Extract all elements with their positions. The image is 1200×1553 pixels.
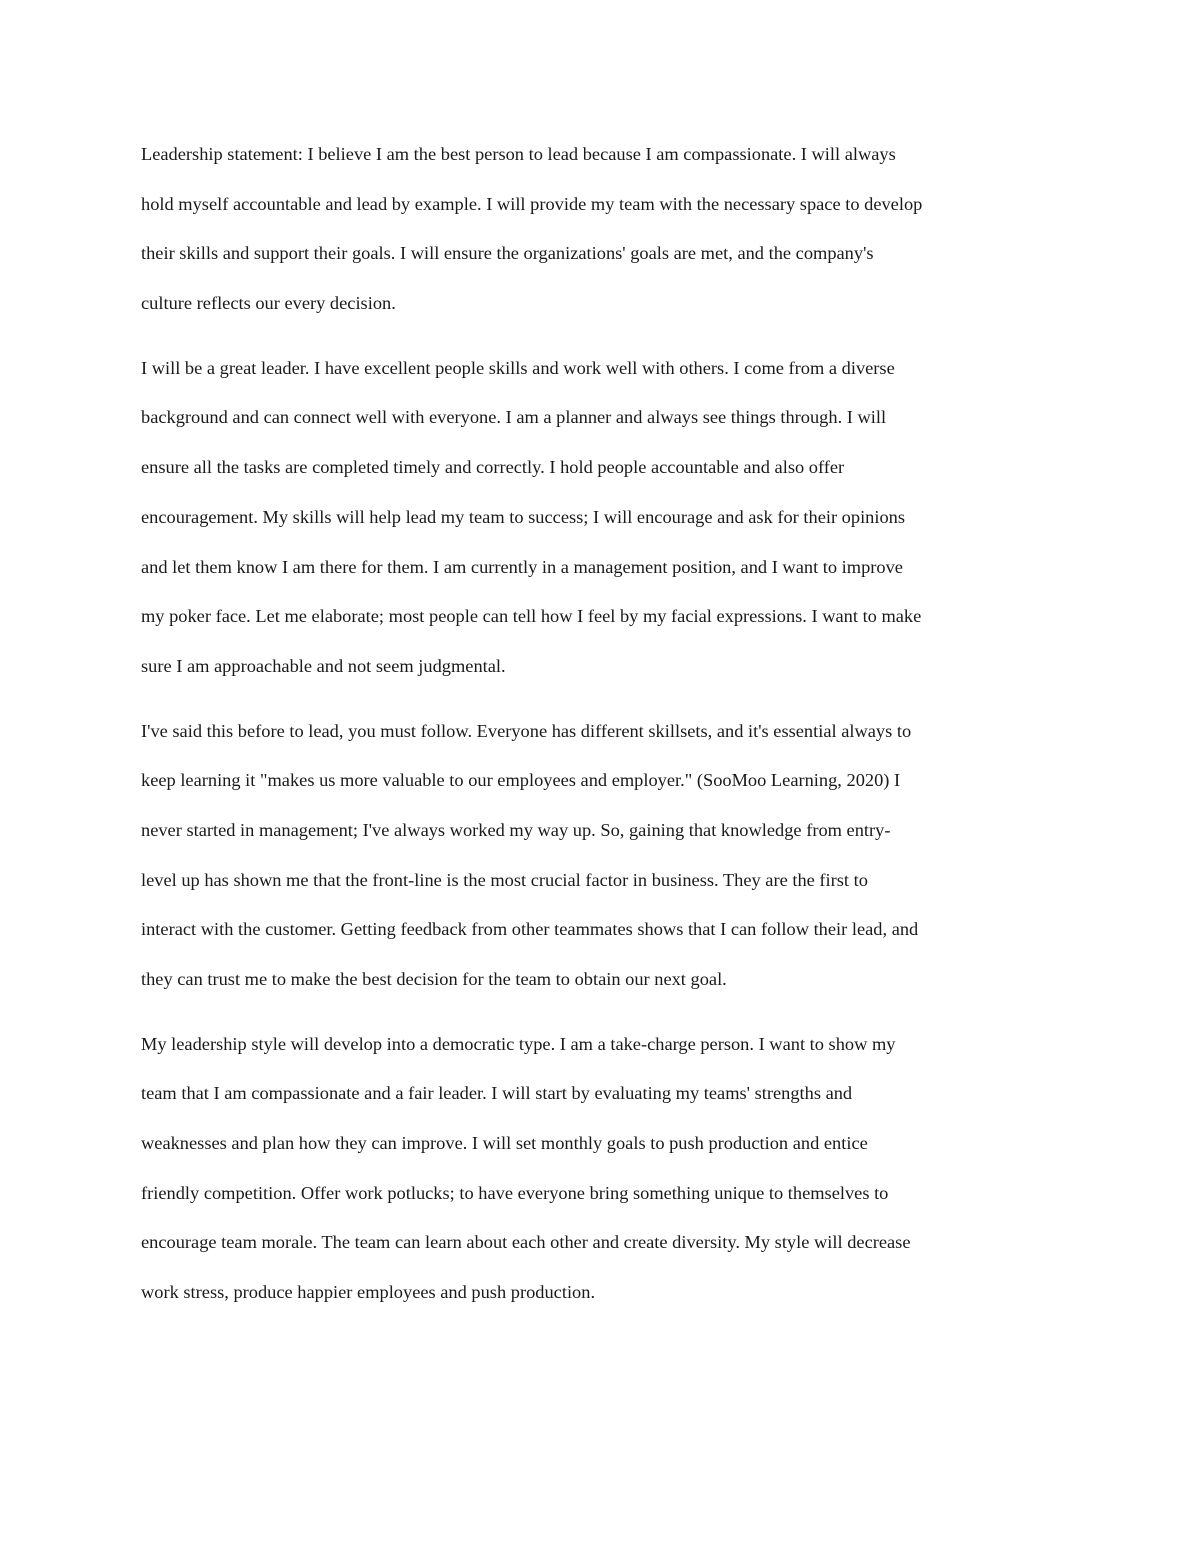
text-line: sure I am approachable and not seem judgmental. (141, 655, 506, 676)
text-line: their skills and support their goals. I will ensure the organizations' goals are met, and the company's (141, 243, 874, 264)
text-line: they can trust me to make the best decision for the team to obtain our next goal. (141, 969, 727, 989)
text-line: work stress, produce happier employees and push production. (141, 1282, 596, 1303)
text-line: I've said this before to lead, you must follow. Everyone has different skillsets, and it's essential always to (141, 720, 912, 741)
text-line: weaknesses and plan how they can improve. I will set monthly goals to push production and entice (141, 1133, 868, 1154)
paragraph-follow-to-lead (141, 707, 1059, 1005)
text-line: level up has shown me that the front-line is the most crucial factor in business. They are the first to (141, 869, 868, 890)
text-line: Leadership statement: I believe I am the best person to lead because I am compassionate. I will always (141, 144, 896, 164)
text-line: never started in management; I've always worked my way up. So, gaining that knowledge from entry- (141, 819, 891, 840)
text-line: culture reflects our every decision. (141, 293, 396, 314)
paragraph-great-leader (141, 344, 1059, 692)
paragraph-leadership-style (141, 1020, 1059, 1318)
paragraph-leadership-statement (141, 130, 1059, 329)
text-line: interact with the customer. Getting feedback from other teammates shows that I can follow their lead, and (141, 919, 919, 940)
text-line: background and can connect well with everyone. I am a planner and always see things through. I will (141, 407, 887, 428)
text-line: encouragement. My skills will help lead my team to success; I will encourage and ask for their opinions (141, 506, 906, 527)
text-line: team that I am compassionate and a fair leader. I will start by evaluating my teams' strengths and (141, 1083, 853, 1104)
text-line: friendly competition. Offer work potlucks; to have everyone bring something unique to themselves to (141, 1182, 889, 1203)
text-line: encourage team morale. The team can learn about each other and create diversity. My style will decrease (141, 1232, 911, 1253)
text-line: hold myself accountable and lead by example. I will provide my team with the necessary space to develop (141, 193, 923, 214)
text-line: and let them know I am there for them. I am currently in a management position, and I want to improve (141, 556, 903, 577)
document-body (141, 130, 1059, 1333)
text-line: I will be a great leader. I have excellent people skills and work well with others. I come from a diverse (141, 357, 895, 378)
text-line: my poker face. Let me elaborate; most people can tell how I feel by my facial expressions. I want to make (141, 606, 922, 627)
text-line: My leadership style will develop into a democratic type. I am a take-charge person. I want to show my (141, 1033, 896, 1054)
text-line: keep learning it "makes us more valuable to our employees and employer." (SooMoo Learning, 2020) I (141, 770, 901, 791)
text-line: ensure all the tasks are completed timely and correctly. I hold people accountable and also offer (141, 457, 845, 478)
